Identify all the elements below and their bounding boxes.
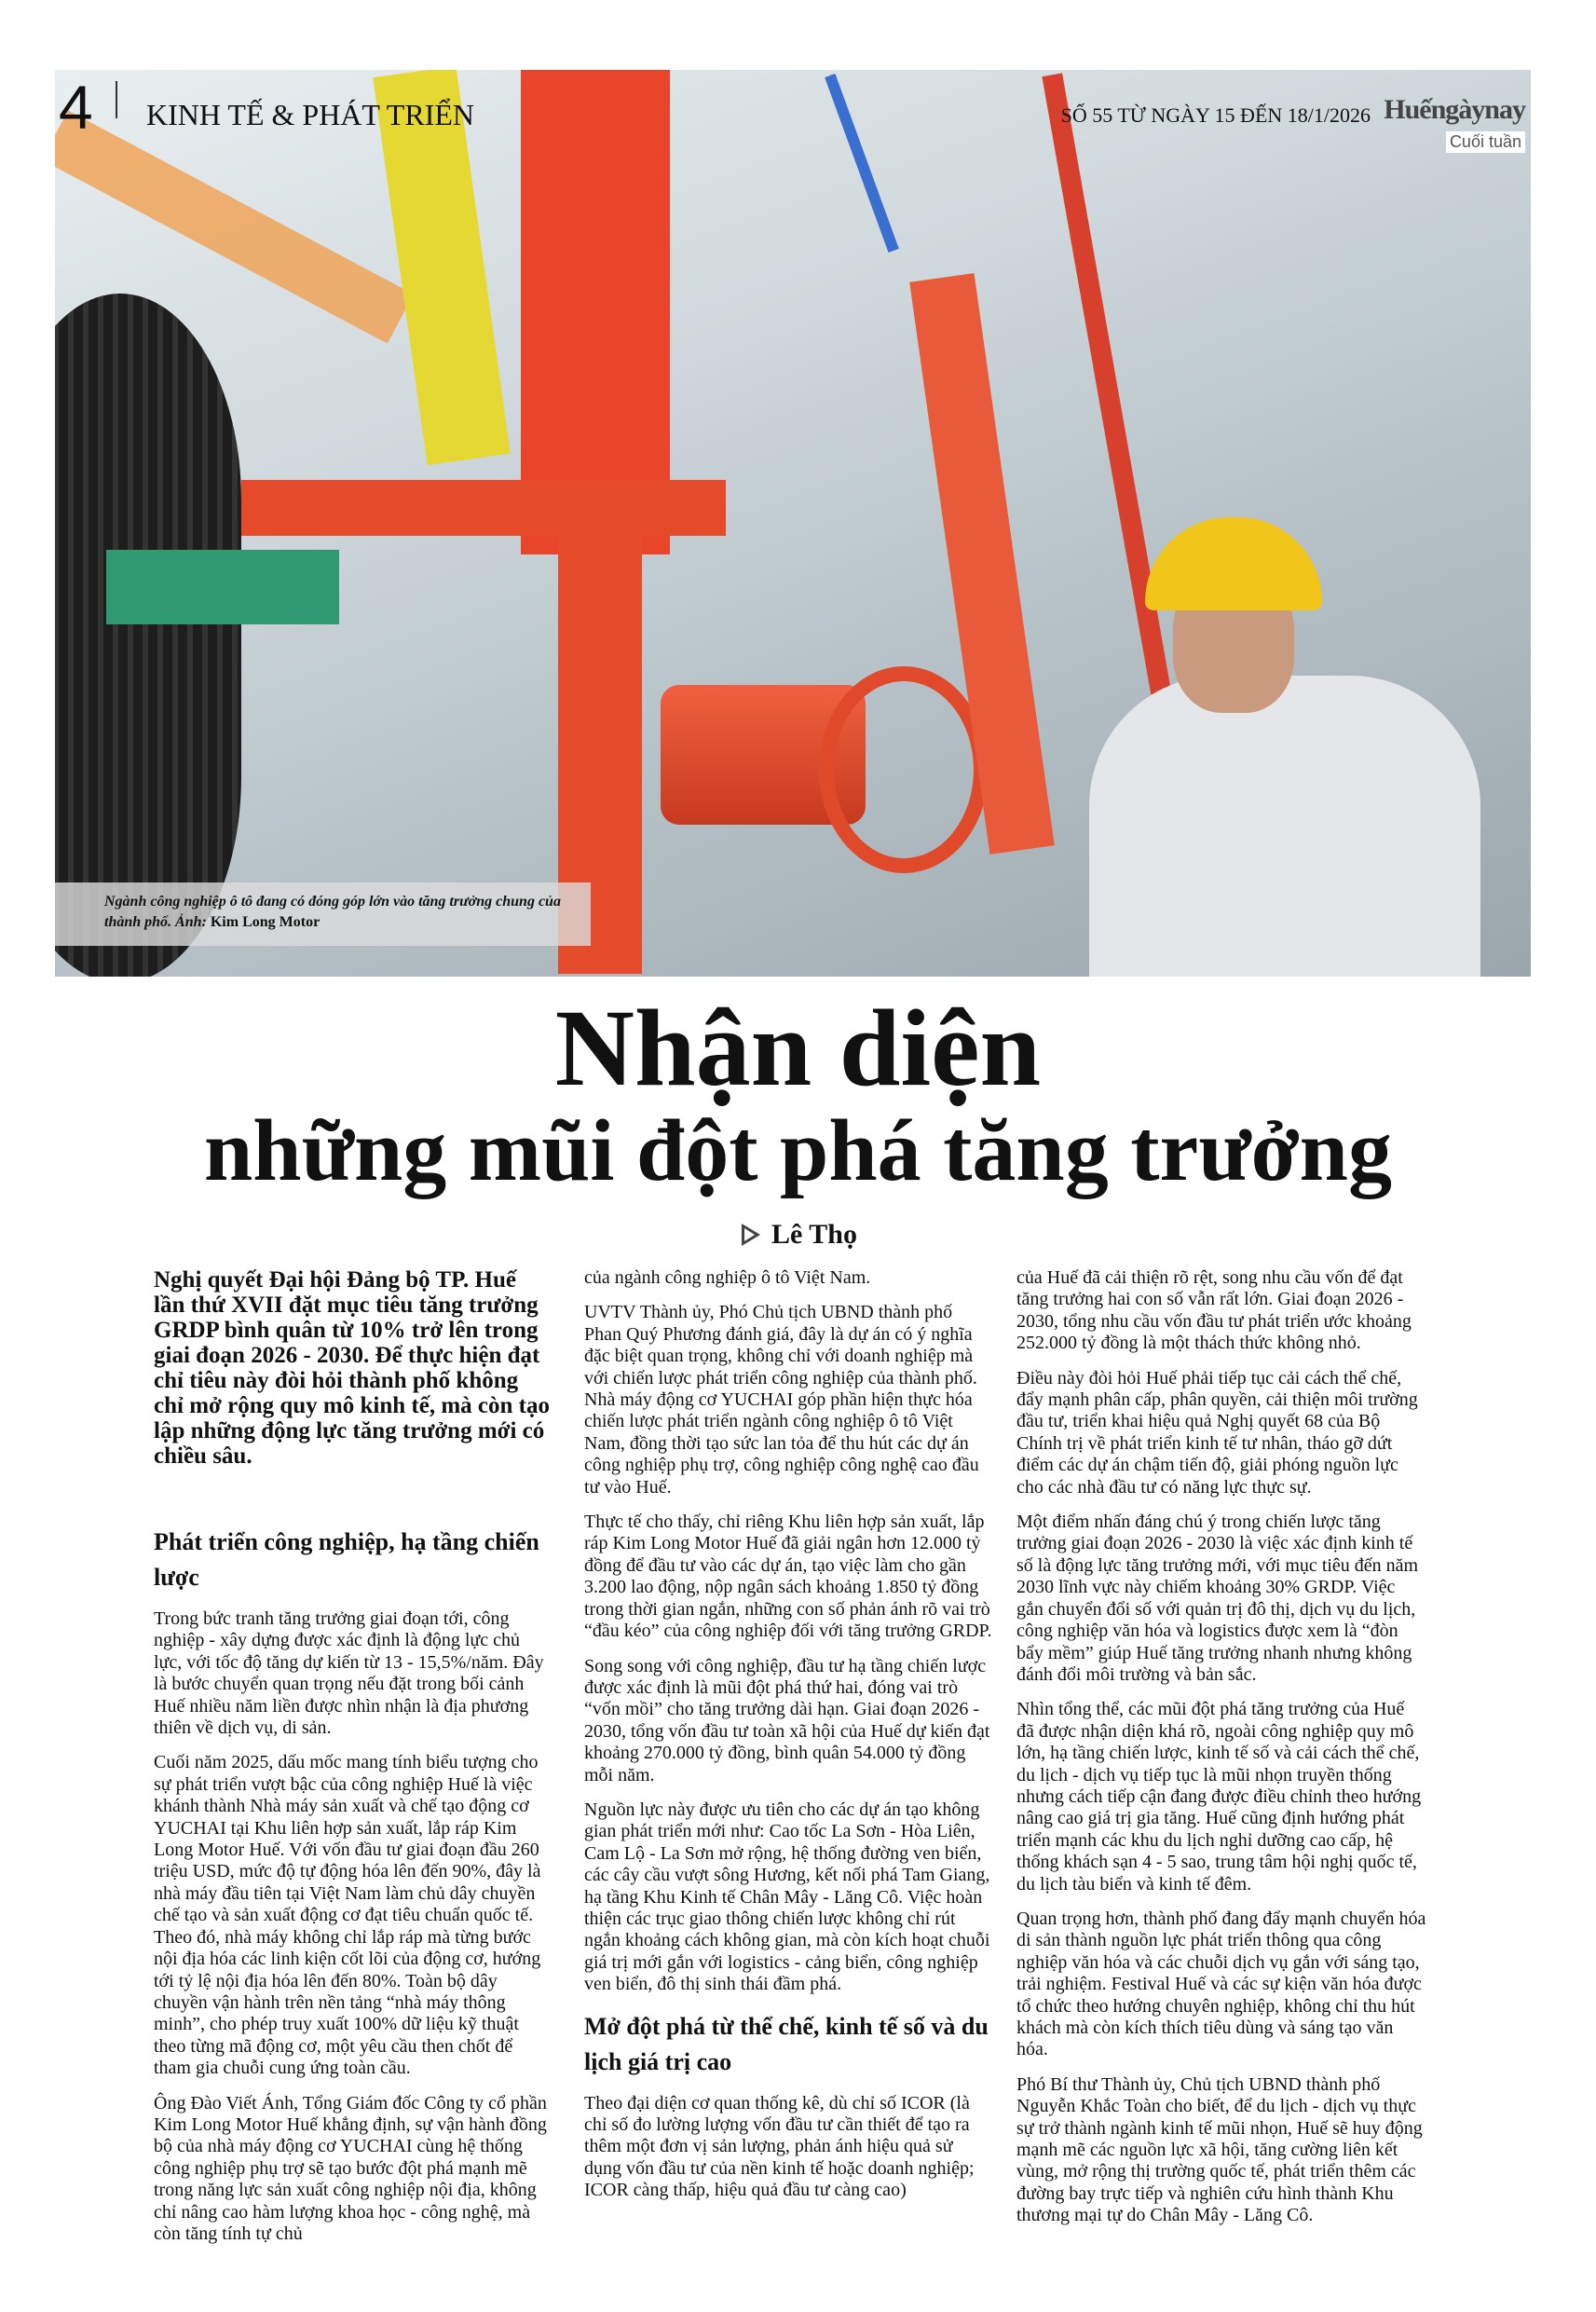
subheading-1: Phát triển công nghiệp, hạ tầng chiến lược [154, 1528, 539, 1591]
photo-caption [55, 882, 591, 946]
byline [742, 1219, 857, 1251]
header-divider [116, 81, 117, 118]
photo-tire [55, 294, 241, 977]
page-number: 4 [59, 73, 93, 142]
paragraph: Theo đại diện cơ quan thống kê, dù chỉ số ICOR (là chỉ số đo lường lượng vốn đầu tư cần thiết để tạo ra thêm một đơn vị sản lượng, phản ánh hiệu quả sử dụng vốn đầu tư của nền kinh tế hoặc doanh nghiệp; ICOR càng thấp, hiệu quả đầu tư càng cao) [584, 2092, 975, 2201]
paragraph: Điều này đòi hỏi Huế phải tiếp tục cải cách thể chế, đẩy mạnh phân cấp, phân quyền, cải thiện môi trường đầu tư, triển khai hiệu quả Nghị quyết 68 của Bộ Chính trị về phát triển kinh tế tư nhân, tháo gỡ dứt điểm các dự án chậm tiến độ, giải phóng nguồn lực cho các nhà đầu tư có năng lực thực sự. [1016, 1367, 1418, 1498]
headline-line-2: những mũi đột phá tăng trưởng [204, 1102, 1392, 1199]
issue-info: SỐ 55 TỪ NGÀY 15 ĐẾN 18/1/2026 [1060, 103, 1371, 127]
subheading-2: Mở đột phá từ thể chế, kinh tế số và du lịch giá trị cao [584, 2012, 989, 2075]
photo-worker-helmet [1145, 517, 1322, 610]
caption-text: Ngành công nghiệp ô tô đang có đóng góp lớn vào tăng trưởng chung của thành phố. Ảnh: [104, 894, 561, 930]
photo-worker-body [1089, 676, 1480, 977]
lede: Nghị quyết Đại hội Đảng bộ TP. Huế lần thứ XVII đặt mục tiêu tăng trưởng GRDP bình quân từ 10% trở lên trong giai đoạn 2026 - 2030. Để thực hiện đạt chỉ tiêu này đòi hỏi thành phố không chỉ mở rộng quy mô kinh tế, mà còn tạo lập những động lực tăng trưởng mới có chiều sâu. [154, 1267, 550, 1469]
paragraph: UVTV Thành ủy, Phó Chủ tịch UBND thành phố Phan Quý Phương đánh giá, đây là dự án có ý nghĩa đặc biệt quan trọng, không chỉ với doanh nghiệp mà với chiến lược phát triển công nghiệp của thành phố. Nhà máy động cơ YUCHAI góp phần hiện thực hóa chiến lược phát triển ngành công nghiệp ô tô Việt Nam, đồng thời tạo sức lan tỏa để thu hút các dự án công nghiệp phụ trợ, công nghiệp công nghệ cao đầu tư vào Huế. [584, 1302, 979, 1498]
page-header [55, 70, 1531, 163]
paragraph: Ông Đào Viết Ánh, Tổng Giám đốc Công ty cổ phần Kim Long Motor Huế khẳng định, sự vận hành đồng bộ của nhà máy động cơ YUCHAI cùng hệ thống công nghiệp phụ trợ sẽ tạo bước đột phá mạnh mẽ trong năng lực sản xuất công nghiệp nội địa, không chỉ nâng cao hàm lượng khoa học - công nghệ, mà còn tăng tính tự chủ [154, 2092, 547, 2244]
hero-photo [55, 70, 1531, 977]
paragraph: Thực tế cho thấy, chỉ riêng Khu liên hợp sản xuất, lắp ráp Kim Long Motor Huế đã giải ngân hơn 12.000 tỷ đồng để đầu tư vào các dự án, tạo việc làm cho gần 3.200 lao động, nộp ngân sách khoảng 1.850 tỷ đồng trong thời gian ngắn, những con số phản ánh rõ vai trò “đầu kéo” của công nghiệp đối với tăng trưởng GRDP. [584, 1512, 992, 1642]
section-title: KINH TẾ & PHÁT TRIỂN [146, 98, 474, 131]
paragraph: Nhìn tổng thể, các mũi đột phá tăng trưởng của Huế đã được nhận diện khá rõ, ngoài công nghiệp quy mô lớn, hạ tầng chiến lược, kinh tế số và cải cách thể chế, du lịch - dịch vụ tiếp tục là mũi nhọn truyền thống nhưng cách tiếp cận đang được điều chỉnh theo hướng nâng cao giá trị gia tăng. Huế cũng định hướng phát triển mạnh các khu du lịch nghỉ dưỡng cao cấp, hệ thống khách sạn 4 - 5 sao, trung tâm hội nghị quốc tế, du lịch tàu biển và kinh tế đêm. [1016, 1699, 1422, 1895]
column-2 [584, 1267, 994, 2215]
paragraph: Nguồn lực này được ưu tiên cho các dự án tạo không gian phát triển mới như: Cao tốc La Sơn - Hòa Liên, Cam Lộ - La Sơn mở rộng, hệ thống đường ven biển, các cây cầu vượt sông Hương, kết nối phá Tam Giang, hạ tầng Khu Kinh tế Chân Mây - Lăng Cô. Việc hoàn thiện các trục giao thông chiến lược không chỉ rút ngắn khoảng cách không gian, mà còn kích hoạt chuỗi giá trị mới gắn với logistics - cảng biển, công nghiệp ven biển, đô thị sinh thái đầm phá. [584, 1799, 990, 1995]
column-1 [154, 1267, 550, 2258]
paragraph: của Huế đã cải thiện rõ rệt, song nhu cầu vốn để đạt tăng trưởng hai con số vẫn rất lớn. Giai đoạn 2026 - 2030, tổng nhu cầu vốn đầu tư phát triển ước khoảng 252.000 tỷ đồng là một thách thức không nhỏ. [1016, 1267, 1412, 1354]
paragraph: Phó Bí thư Thành ủy, Chủ tịch UBND thành phố Nguyễn Khắc Toàn cho biết, để du lịch - dịch vụ thực sự trở thành ngành kinh tế mũi nhọn, Huế sẽ huy động mạnh mẽ các nguồn lực xã hội, tăng cường liên kết vùng, mở rộng thị trường quốc tế, phát triển thêm các đường bay trực tiếp và nghiên cứu hình thành Khu thương mại tự do Chân Mây - Lăng Cô. [1016, 2073, 1423, 2226]
column-3 [1016, 1267, 1426, 2240]
photo-red-pipe [1042, 73, 1175, 718]
paragraph: Quan trọng hơn, thành phố đang đẩy mạnh chuyển hóa di sản thành nguồn lực phát triển thông qua công nghiệp văn hóa và các chuỗi dịch vụ gắn với sáng tạo, trải nghiệm. Festival Huế và các sự kiện văn hóa được tổ chức theo hướng chuyên nghiệp, không chỉ thu hút khách mà còn kích thích tiêu dùng và sáng tạo văn hóa. [1016, 1908, 1426, 2060]
headline-line-1: Nhận diện [554, 987, 1042, 1109]
paragraph: Song song với công nghiệp, đầu tư hạ tầng chiến lược được xác định là mũi đột phá thứ hai, đóng vai trò “vốn mồi” cho tăng trưởng dài hạn. Giai đoạn 2026 - 2030, tổng vốn đầu tư toàn xã hội của Huế dự kiến đạt khoảng 270.000 tỷ đồng, bình quân 54.000 tỷ đồng mỗi năm. [584, 1655, 990, 1785]
caption-credit: Kim Long Motor [210, 914, 321, 930]
play-triangle-icon [742, 1224, 760, 1246]
photo-valve-wheel [819, 666, 989, 873]
paragraph: Cuối năm 2025, dấu mốc mang tính biểu tượng cho sự phát triển vượt bậc của công nghiệp Huế là việc khánh thành Nhà máy sản xuất và chế tạo động cơ YUCHAI tại Khu liên hợp sản xuất, lắp ráp Kim Long Motor Huế. Với vốn đầu tư giai đoạn đầu 260 triệu USD, mức độ tự động hóa lên đến 90%, đây là nhà máy đầu tiên tại Việt Nam làm chủ dây chuyền chế tạo và sản xuất động cơ đạt tiêu chuẩn quốc tế. Theo đó, nhà máy không chỉ lắp ráp mà từng bước nội địa hóa các linh kiện cốt lõi của động cơ, hướng tới tỷ lệ nội địa hóa lên đến 80%. Toàn bộ dây chuyền vận hành trên nền tảng “nhà máy thông minh”, cho phép truy xuất 100% dữ liệu kỹ thuật theo từng mã động cơ, một yêu cầu then chốt để tham gia chuỗi cung ứng toàn cầu. [154, 1752, 541, 2079]
author-name: Lê Thọ [771, 1219, 857, 1250]
paragraph: Trong bức tranh tăng trưởng giai đoạn tới, công nghiệp - xây dựng được xác định là động lực chủ lực, với tốc độ tăng dự kiến từ 13 - 15,5%/năm. Đây là bước chuyển quan trọng nếu đặt trong bối cảnh Huế nhiều năm liền được nhìn nhận là địa phương thiên về dịch vụ, di sản. [154, 1608, 544, 1739]
paragraph: Một điểm nhấn đáng chú ý trong chiến lược tăng trưởng giai đoạn 2026 - 2030 là việc xác định kinh tế số là động lực tăng trưởng mới, với mục tiêu đến năm 2030 lĩnh vực này chiếm khoảng 30% GRDP. Việc gắn chuyển đổi số với quản trị đô thị, dịch vụ du lịch, công nghiệp văn hóa và logistics được xem là “đòn bẩy mềm” giúp Huế tăng trưởng nhanh nhưng không đánh đổi môi trường và bản sắc. [1016, 1512, 1419, 1685]
photo-red-frame [241, 480, 726, 536]
paragraph: của ngành công nghiệp ô tô Việt Nam. [584, 1267, 871, 1288]
newspaper-logo-sub: Cuối tuần [1446, 131, 1525, 153]
newspaper-logo: Huếngàynay [1384, 94, 1525, 125]
photo-green-bracket [106, 550, 339, 624]
